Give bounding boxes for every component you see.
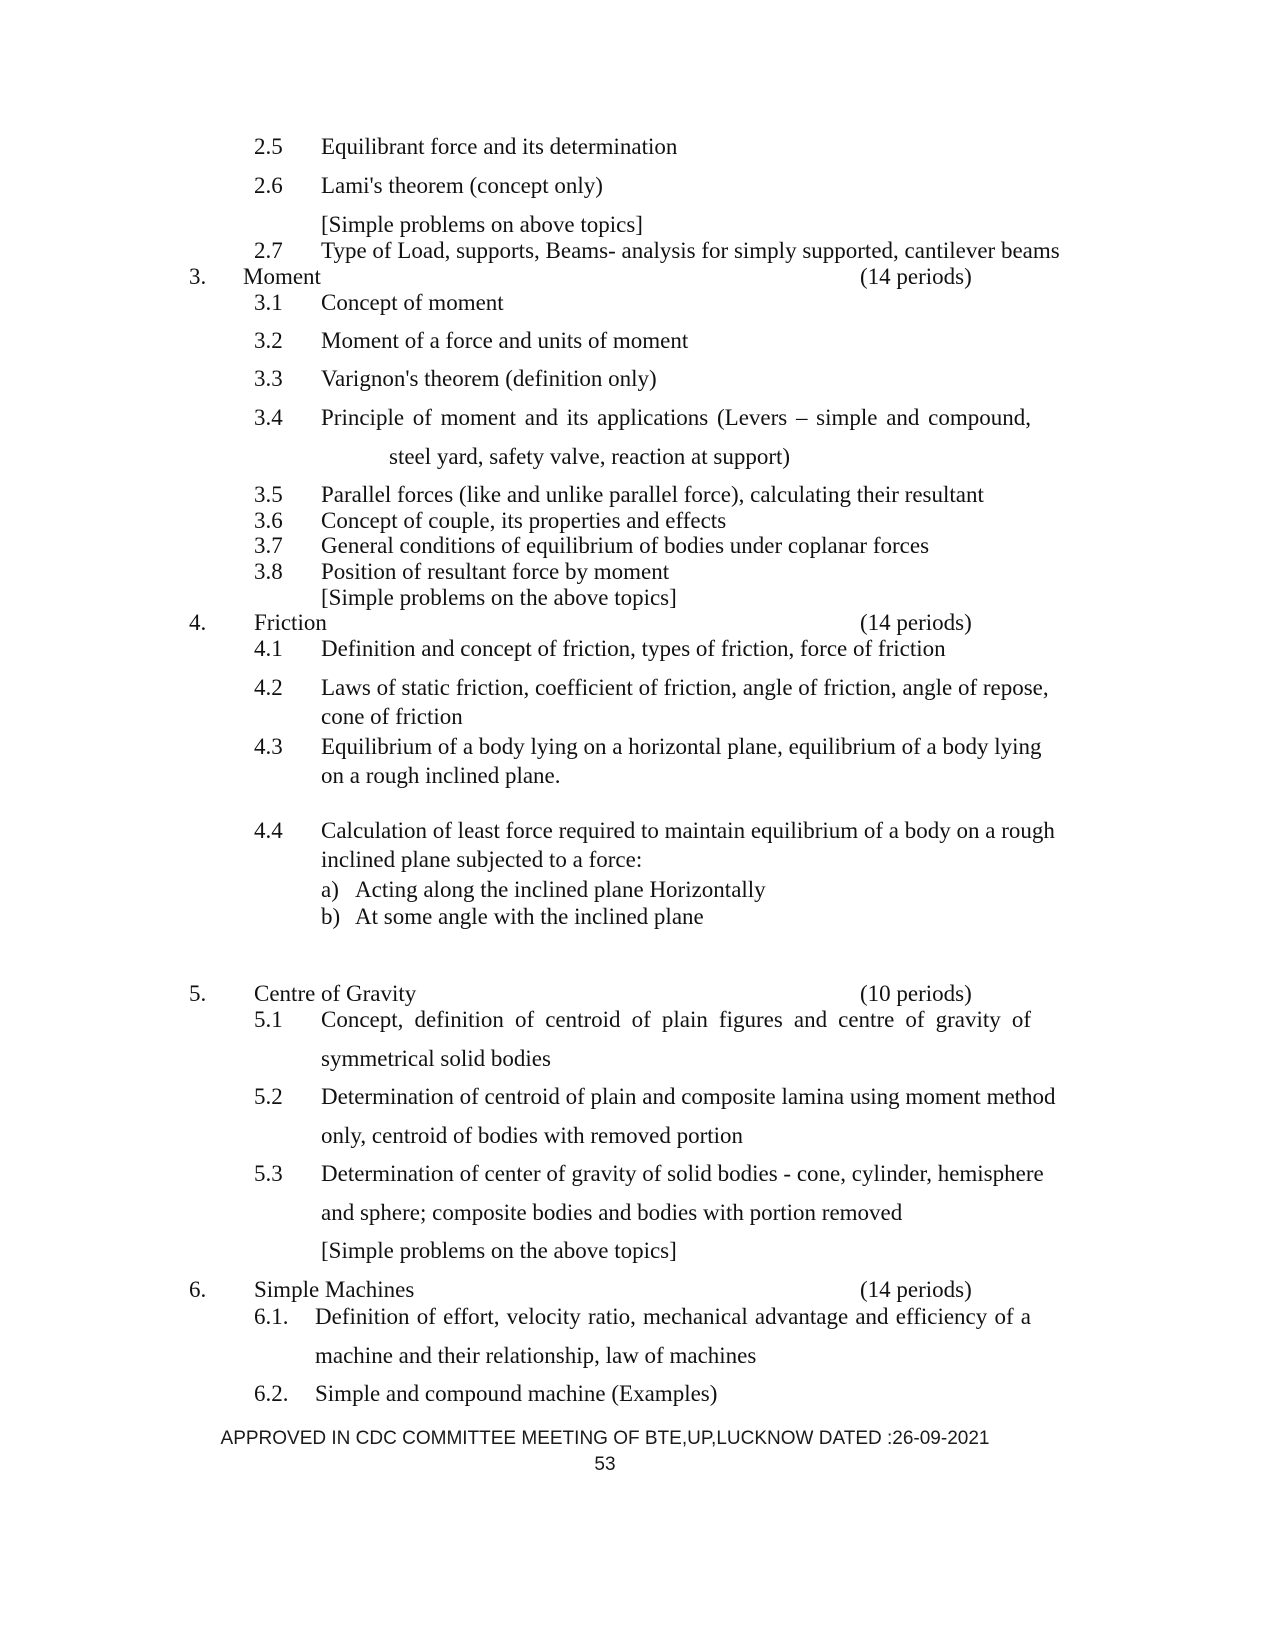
item-text: Parallel forces (like and unlike parallel force), calculating their resultant bbox=[321, 482, 984, 507]
sub-item-text: Acting along the inclined plane Horizontally bbox=[355, 877, 766, 902]
item-text: Position of resultant force by moment bbox=[321, 559, 670, 584]
item-number: 5.3 bbox=[254, 1161, 283, 1186]
item-text: General conditions of equilibrium of bodies under coplanar forces bbox=[321, 533, 930, 558]
page-number: 53 bbox=[594, 1454, 616, 1475]
item-text: Principle of moment and its applications (Levers – simple and compound, bbox=[321, 405, 1031, 430]
item-text: Concept of couple, its properties and effects bbox=[321, 508, 727, 533]
section-title: Friction bbox=[254, 610, 327, 635]
section-title: Moment bbox=[243, 264, 321, 289]
item-number: 5.2 bbox=[254, 1084, 283, 1109]
section-title: Simple Machines bbox=[254, 1277, 415, 1302]
item-number: 5.1 bbox=[254, 1007, 283, 1032]
section-number: 4. bbox=[189, 610, 207, 635]
approval-footer: APPROVED IN CDC COMMITTEE MEETING OF BTE,UP,LUCKNOW DATED :26-09-2021 bbox=[220, 1428, 990, 1449]
item-text: Varignon's theorem (definition only) bbox=[321, 366, 657, 391]
item-text-continuation: on a rough inclined plane. bbox=[321, 763, 561, 788]
item-text: Lami's theorem (concept only) bbox=[321, 173, 603, 198]
section-periods: (14 periods) bbox=[860, 264, 972, 289]
item-text: Laws of static friction, coefficient of friction, angle of friction, angle of repose, bbox=[321, 675, 1049, 700]
item-text: Concept, definition of centroid of plain figures and centre of gravity of bbox=[321, 1007, 1031, 1032]
item-number: 2.7 bbox=[254, 238, 283, 263]
item-text-continuation: only, centroid of bodies with removed portion bbox=[321, 1123, 744, 1148]
item-text-continuation: inclined plane subjected to a force: bbox=[321, 847, 643, 872]
item-text-continuation: machine and their relationship, law of machines bbox=[315, 1343, 757, 1368]
sub-item-text: At some angle with the inclined plane bbox=[355, 904, 704, 929]
item-text: Simple and compound machine (Examples) bbox=[315, 1381, 718, 1406]
item-text: Definition of effort, velocity ratio, mechanical advantage and efficiency of a bbox=[315, 1304, 1031, 1329]
section-periods: (14 periods) bbox=[860, 610, 972, 635]
item-text: Equilibrium of a body lying on a horizontal plane, equilibrium of a body lying bbox=[321, 734, 1042, 759]
item-text: Moment of a force and units of moment bbox=[321, 328, 689, 353]
section-periods: (10 periods) bbox=[860, 981, 972, 1006]
item-number: 6.1. bbox=[254, 1304, 289, 1329]
item-number: 3.6 bbox=[254, 508, 283, 533]
item-text: Calculation of least force required to maintain equilibrium of a body on a rough bbox=[321, 818, 1055, 843]
item-text: Type of Load, supports, Beams- analysis for simply supported, cantilever beams bbox=[321, 238, 1060, 263]
section-number: 5. bbox=[189, 981, 207, 1006]
sub-item-label: b) bbox=[321, 904, 341, 929]
item-text: Determination of center of gravity of solid bodies - cone, cylinder, hemisphere bbox=[321, 1161, 1044, 1186]
item-text: Equilibrant force and its determination bbox=[321, 134, 678, 159]
sub-item-label: a) bbox=[321, 877, 339, 902]
item-text: Determination of centroid of plain and composite lamina using moment method bbox=[321, 1084, 1056, 1109]
item-number: 4.1 bbox=[254, 636, 283, 661]
item-text: Concept of moment bbox=[321, 290, 504, 315]
item-text-continuation: steel yard, safety valve, reaction at support) bbox=[389, 444, 791, 469]
item-number: 3.1 bbox=[254, 290, 283, 315]
item-text: Definition and concept of friction, types of friction, force of friction bbox=[321, 636, 946, 661]
item-number: 3.2 bbox=[254, 328, 283, 353]
item-number: 3.4 bbox=[254, 405, 283, 430]
topic-note: [Simple problems on above topics] bbox=[321, 212, 643, 237]
item-text-continuation: cone of friction bbox=[321, 704, 463, 729]
item-number: 4.2 bbox=[254, 675, 283, 700]
item-number: 3.8 bbox=[254, 559, 283, 584]
item-number: 6.2. bbox=[254, 1381, 289, 1406]
item-text-continuation: and sphere; composite bodies and bodies with portion removed bbox=[321, 1200, 903, 1225]
item-number: 2.5 bbox=[254, 134, 283, 159]
item-text-continuation: symmetrical solid bodies bbox=[321, 1046, 551, 1071]
section-title: Centre of Gravity bbox=[254, 981, 417, 1006]
topic-note: [Simple problems on the above topics] bbox=[321, 585, 677, 610]
section-number: 3. bbox=[189, 264, 207, 289]
item-number: 3.7 bbox=[254, 533, 283, 558]
item-number: 4.4 bbox=[254, 818, 283, 843]
section-periods: (14 periods) bbox=[860, 1277, 972, 1302]
item-number: 4.3 bbox=[254, 734, 283, 759]
topic-note: [Simple problems on the above topics] bbox=[321, 1238, 677, 1263]
item-number: 3.5 bbox=[254, 482, 283, 507]
section-number: 6. bbox=[189, 1277, 207, 1302]
item-number: 2.6 bbox=[254, 173, 283, 198]
item-number: 3.3 bbox=[254, 366, 283, 391]
